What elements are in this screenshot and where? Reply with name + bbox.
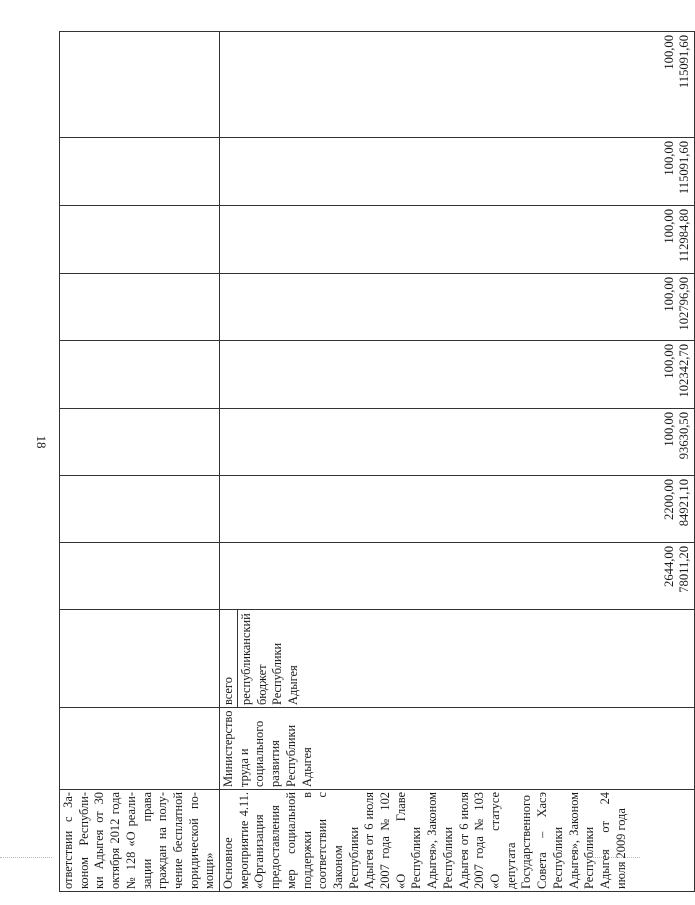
value-bottom: 102342,70 bbox=[677, 344, 692, 398]
value-top: 2200,00 bbox=[661, 479, 676, 520]
value-cell bbox=[220, 409, 695, 476]
value-cell bbox=[220, 543, 695, 610]
value-cell bbox=[60, 274, 220, 341]
page-number: 18 bbox=[34, 435, 49, 449]
value-cell bbox=[220, 274, 695, 341]
measure-cell: ответствии с За-коном Республи-ки Адыгея от 30 октября 2012 года № 128 «О реали-зации права граждан на полу-чение бесплатной юридической по-мощи» bbox=[60, 790, 220, 892]
value-bottom: 115091,60 bbox=[677, 35, 692, 89]
value-bottom: 78011,20 bbox=[677, 546, 692, 593]
value-cell bbox=[220, 206, 695, 274]
executor-cell: Министерство труда и социального развития Республики Адыгея bbox=[220, 708, 695, 790]
value-cell bbox=[60, 32, 220, 138]
rotated-table-wrapper bbox=[59, 32, 692, 892]
value-top: 100,00 bbox=[661, 277, 676, 312]
executor-cell bbox=[60, 708, 220, 790]
value-cell bbox=[60, 409, 220, 476]
value-cell bbox=[220, 32, 695, 138]
value-cell bbox=[60, 543, 220, 610]
value-cell bbox=[60, 138, 220, 206]
value-bottom: 102796,90 bbox=[677, 277, 692, 331]
program-funding-table bbox=[59, 31, 695, 892]
value-cell bbox=[60, 206, 220, 274]
value-bottom: 112984,80 bbox=[677, 209, 692, 263]
value-cell bbox=[60, 341, 220, 409]
value-cell bbox=[220, 476, 695, 543]
value-cell bbox=[60, 476, 220, 543]
value-cell bbox=[220, 341, 695, 409]
value-top: 2644,00 bbox=[661, 546, 676, 587]
value-top: 100,00 bbox=[661, 141, 676, 176]
value-top: 100,00 bbox=[661, 344, 676, 379]
measure-cell: Основное мероприятие 4.11. «Организация предоставления мер социальной поддержки в соответствии с Законом Республики Адыгея от 6 июля 2007 года № 102 «О Главе Республики Адыгея», Законом Республики Адыгея от 6 июля 2007 года № 103 «О статусе депутата Государственного Совета – Хасэ Республики Адыгея», Законом Республики Адыгея от 24 июля 2009 года bbox=[220, 790, 695, 892]
value-top: 100,00 bbox=[661, 35, 676, 70]
source-cell bbox=[220, 610, 695, 708]
scan-artifact-left bbox=[0, 857, 52, 859]
value-bottom: 93630,50 bbox=[677, 412, 692, 460]
value-top: 100,00 bbox=[661, 412, 676, 447]
source-budget-label: республиканский бюджет Республики Адыгея bbox=[239, 613, 301, 705]
table-row bbox=[60, 32, 220, 892]
source-total-label: всего bbox=[220, 610, 238, 707]
value-bottom: 84921,10 bbox=[677, 479, 692, 527]
value-bottom: 115091,60 bbox=[677, 141, 692, 195]
value-cell bbox=[220, 138, 695, 206]
value-top: 100,00 bbox=[661, 209, 676, 244]
source-cell bbox=[60, 610, 220, 708]
table-row bbox=[220, 32, 695, 892]
